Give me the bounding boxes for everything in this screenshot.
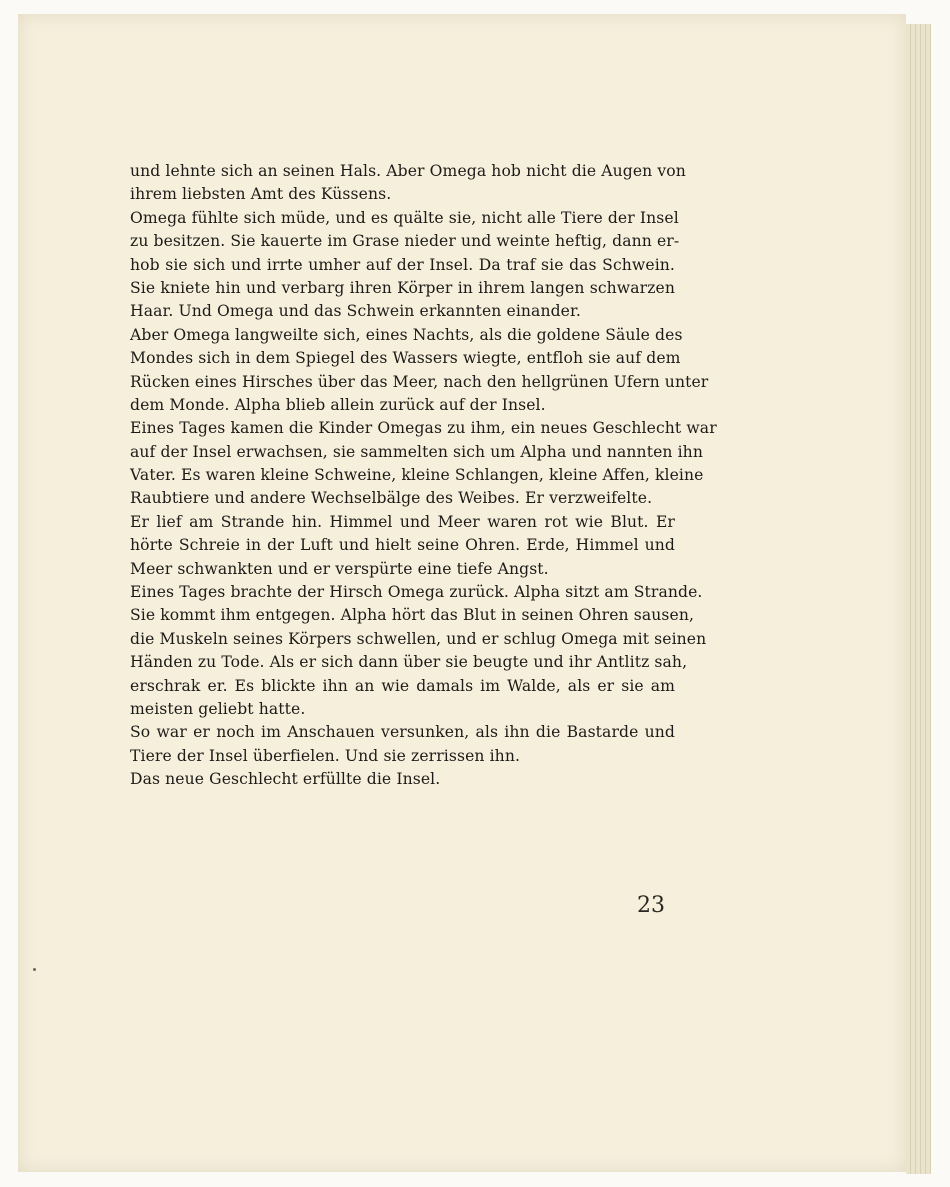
page-number: 23	[637, 893, 665, 918]
page-edge	[926, 24, 931, 1174]
text-line: Mondes sich in dem Spiegel des Wassers wiegte, entfloh sie auf dem	[130, 349, 681, 368]
text-line: Omega fühlte sich müde, und es quälte sie, nicht alle Tiere der Insel	[130, 208, 679, 227]
text-line: Rücken eines Hirsches über das Meer, nach den hellgrünen Ufern unter	[130, 372, 709, 391]
text-line: Meer schwankten und er verspürte eine tiefe Angst.	[130, 559, 549, 578]
text-line: erschrak er. Es blickte ihn an wie damals im Walde, als er sie am	[130, 676, 675, 695]
text-line: meisten geliebt hatte.	[130, 699, 306, 718]
paper-speck	[33, 968, 36, 971]
text-line: Haar. Und Omega und das Schwein erkannten einander.	[130, 302, 581, 321]
text-line: Vater. Es waren kleine Schweine, kleine Schlangen, kleine Affen, kleine	[130, 466, 704, 485]
text-line: So war er noch im Anschauen versunken, als ihn die Bastarde und	[130, 723, 675, 742]
text-line: auf der Insel erwachsen, sie sammelten sich um Alpha und nannten ihn	[130, 442, 703, 461]
text-line: Eines Tages kamen die Kinder Omegas zu ihm, ein neues Geschlecht war	[130, 419, 717, 438]
text-line: hob sie sich und irrte umher auf der Insel. Da traf sie das Schwein.	[130, 255, 675, 274]
text-line: Eines Tages brachte der Hirsch Omega zurück. Alpha sitzt am Strande.	[130, 583, 703, 602]
text-line: ihrem liebsten Amt des Küssens.	[130, 185, 392, 204]
text-line: Tiere der Insel überfielen. Und sie zerrissen ihn.	[130, 746, 521, 765]
text-line: zu besitzen. Sie kauerte im Grase nieder und weinte heftig, dann er-	[130, 232, 680, 251]
text-line: hörte Schreie in der Luft und hielt seine Ohren. Erde, Himmel und	[130, 536, 675, 555]
text-line: Er lief am Strande hin. Himmel und Meer waren rot wie Blut. Er	[130, 512, 675, 531]
text-line: und lehnte sich an seinen Hals. Aber Omega hob nicht die Augen von	[130, 162, 686, 180]
text-line: Das neue Geschlecht erfüllte die Insel.	[130, 770, 441, 789]
text-line: Händen zu Tode. Als er sich dann über sie beugte und ihr Antlitz sah,	[130, 653, 688, 672]
body-text	[130, 160, 717, 792]
text-line: Sie kommt ihm entgegen. Alpha hört das Blut in seinen Ohren sausen,	[130, 606, 695, 625]
text-line: die Muskeln seines Körpers schwellen, und er schlug Omega mit seinen	[130, 629, 707, 648]
text-line: Aber Omega langweilte sich, eines Nachts, als die goldene Säule des	[130, 325, 683, 344]
text-line: dem Monde. Alpha blieb allein zurück auf der Insel.	[130, 395, 546, 414]
text-line: Raubtiere und andere Wechselbälge des Weibes. Er verzweifelte.	[130, 489, 653, 508]
text-line: Sie kniete hin und verbarg ihren Körper in ihrem langen schwarzen	[130, 278, 675, 297]
